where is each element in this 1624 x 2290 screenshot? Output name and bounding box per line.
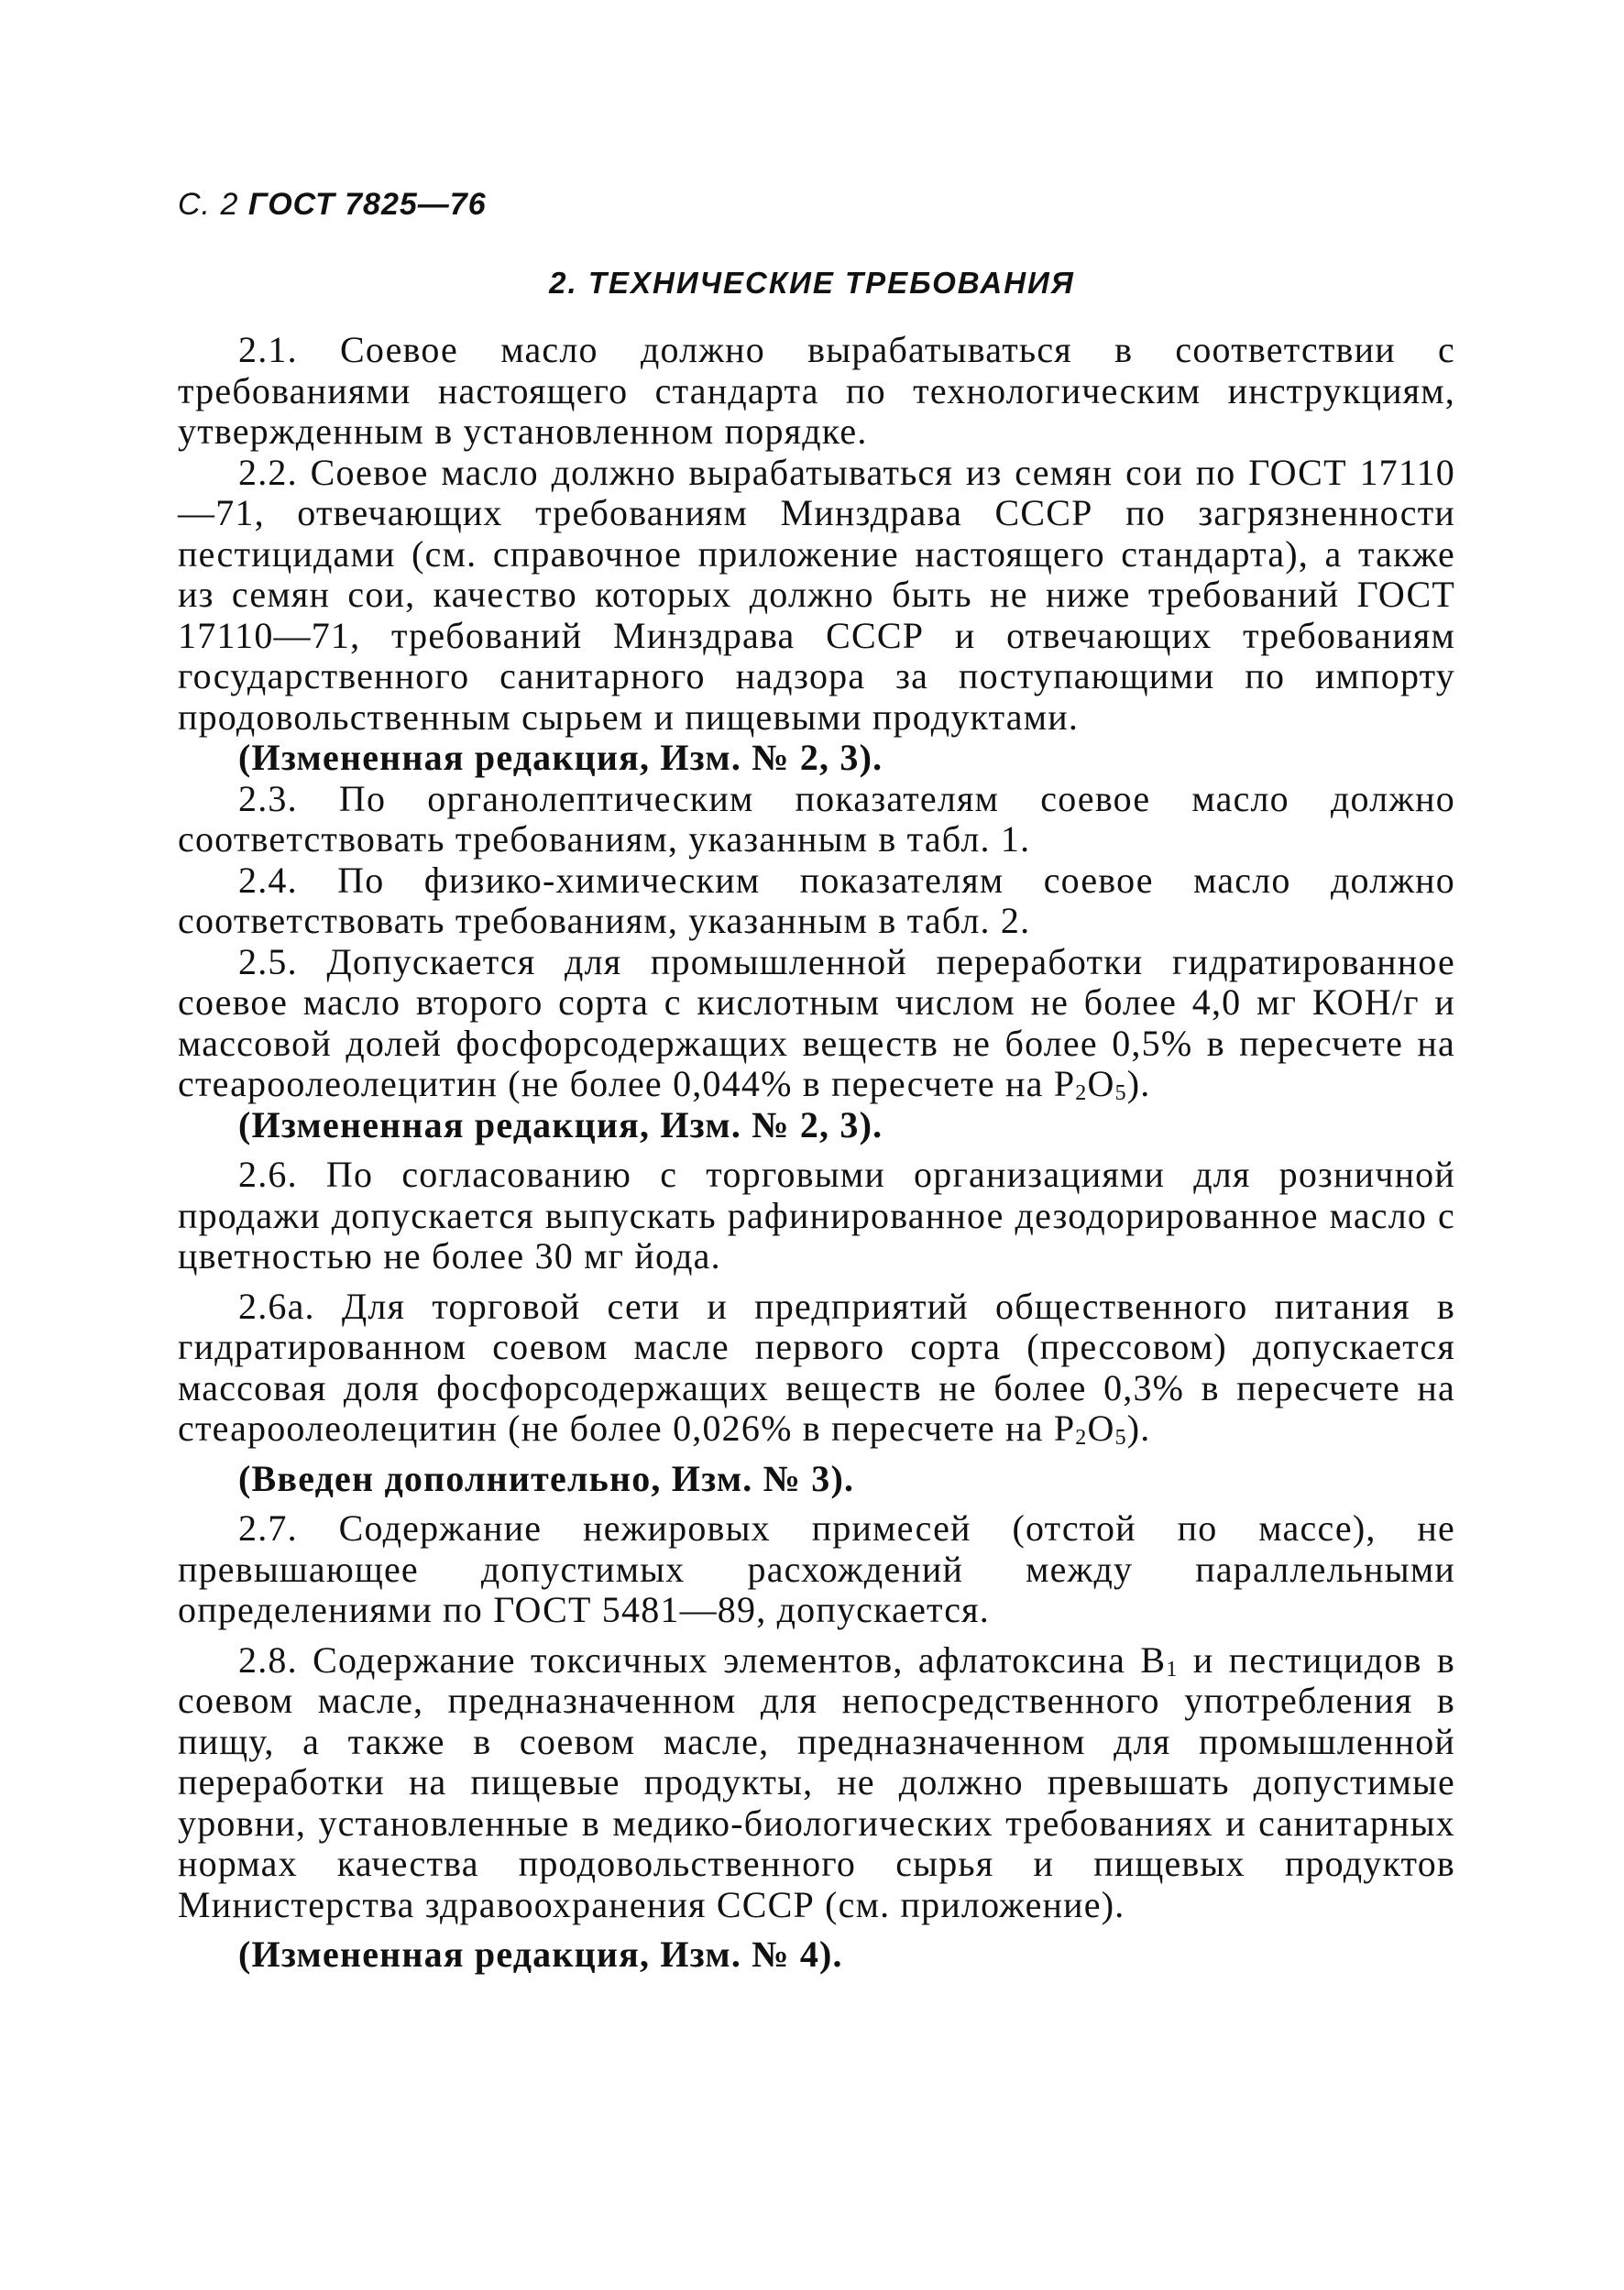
amendment-note-2: (Измененная редакция, Изм. № 2, 3). — [238, 1103, 883, 1145]
subscript-1: 1 — [1166, 1657, 1179, 1682]
subscript-5: 5 — [1114, 1426, 1127, 1450]
paragraph-2-6a-text: 2.6а. Для торговой сети и предприятий общественного питания в гидратированном соевом масле первого сорта (прессовом) допускается массовая доля фосфорсодержащих веществ не более 0,3% в пересчете на стеароолеолецитин (не более 0,026% в пересчете на P — [178, 1285, 1455, 1449]
amendment-note-4: (Измененная редакция, Изм. № 4). — [238, 1934, 843, 1975]
paragraph-2-6: 2.6. По согласованию с торговыми организациями для розничной продажи допускается выпускать рафинированное дезодорированное масло с цветностью не более 30 мг йода. — [178, 1154, 1455, 1276]
section-title: 2. ТЕХНИЧЕСКИЕ ТРЕБОВАНИЯ — [549, 266, 1075, 300]
paragraph-2-5-end: ). — [1126, 1063, 1151, 1104]
subscript-2: 2 — [1075, 1426, 1088, 1450]
amendment-note-1: (Измененная редакция, Изм. № 2, 3). — [238, 737, 883, 778]
page-reference: С. 2 — [178, 187, 239, 222]
standard-number: ГОСТ 7825—76 — [247, 187, 487, 222]
subscript-5: 5 — [1114, 1081, 1127, 1105]
paragraph-2-8 — [178, 1640, 1455, 1926]
paragraph-2-1: 2.1. Соевое масло должно вырабатываться в соответствии с требованиями настоящего стандарта по технологическим инструкциям, утвержденным в установленном порядке. — [178, 329, 1455, 452]
oxygen-symbol: O — [1087, 1063, 1115, 1104]
paragraph-2-6a-end: ). — [1126, 1408, 1151, 1449]
paragraph-2-4: 2.4. По физико-химическим показателям соевое масло должно соответствовать требованиям, указанным в табл. 2. — [178, 859, 1455, 941]
paragraph-2-3: 2.3. По органолептическим показателям соевое масло должно соответствовать требованиям, указанным в табл. 1. — [178, 777, 1455, 860]
paragraph-2-7: 2.7. Содержание нежировых примесей (отстой по массе), не превышающее допустимых расхождений между параллельными определениями по ГОСТ 5481—89, допускается. — [178, 1507, 1455, 1630]
oxygen-symbol: O — [1087, 1408, 1115, 1449]
page-header — [178, 187, 487, 223]
subscript-2: 2 — [1075, 1081, 1088, 1105]
paragraph-2-8-rest: и пестицидов в соевом масле, предназначенном для непосредственного употребления в пищу, а также в соевом масле, предназначенном для промышленной переработки на пищевые продукты, не должно превышать допустимые уровни, установленные в медико-биологических требованиях и санитарных нормах качества продовольственного сырья и пищевых продуктов Министерства здравоохранения СССР (см. приложение). — [178, 1638, 1456, 1925]
paragraph-2-5 — [178, 942, 1455, 1105]
amendment-note-3: (Введен дополнительно, Изм. № 3). — [238, 1457, 855, 1499]
paragraph-2-5-text: 2.5. Допускается для промышленной переработки гидратированное соевое масло второго сорта с кислотным числом не более 4,0 мг КОН/г и массовой долей фосфорсодержащих веществ не более 0,5% в пересчете на стеароолеолецитин (не более 0,044% в пересчете на P — [178, 940, 1455, 1104]
paragraph-2-8-text: 2.8. Содержание токсичных элементов, афлатоксина B — [238, 1638, 1167, 1681]
paragraph-2-6a — [178, 1287, 1455, 1450]
document-body — [178, 330, 1455, 1976]
paragraph-2-2: 2.2. Соевое масло должно вырабатываться из семян сои по ГОСТ 17110—71, отвечающих требованиям Минздрава СССР по загрязненности пестицидами (см. справочное приложение настоящего стандарта), а также из семян сои, качество которых должно быть не ниже требований ГОСТ 17110—71, требований Минздрава СССР и отвечающих требованиям государственного санитарного надзора за поступающими по импорту продовольственным сырьем и пищевыми продуктами. — [178, 451, 1455, 738]
